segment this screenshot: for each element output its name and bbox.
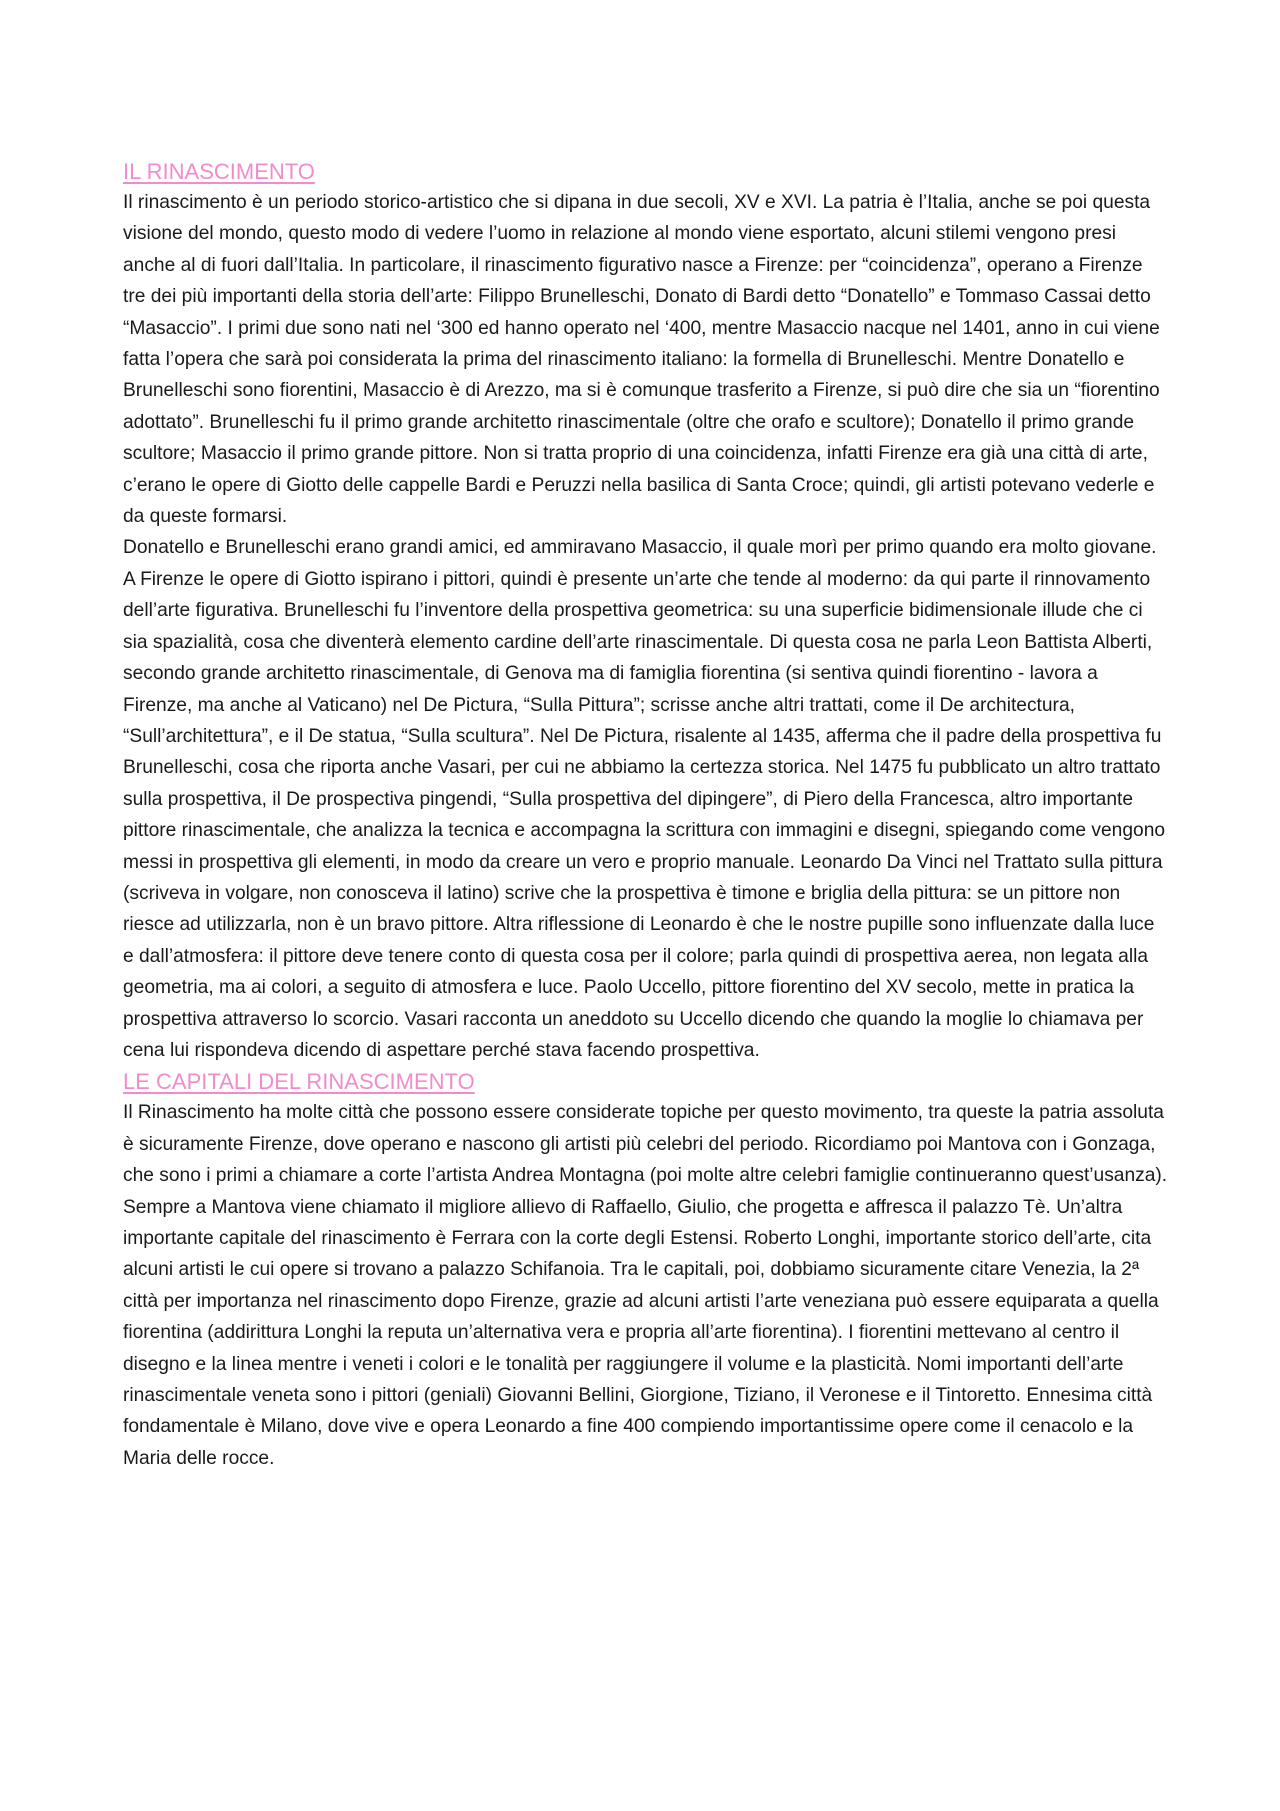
section-title-il-rinascimento: IL RINASCIMENTO xyxy=(123,159,315,184)
paragraph: Il rinascimento è un periodo storico-artistico che si dipana in due secoli, XV e XVI. La patria è l’Italia, anche se poi questa visione del mondo, questo modo di vedere l’uomo in relazione al mondo viene esportato, alcuni stilemi vengono presi anche al di fuori dall’Italia. In particolare, il rinascimento figurativo nasce a Firenze: per “coincidenza”, operano a Firenze tre dei più importanti della storia dell’arte: Filippo Brunelleschi, Donato di Bardi detto “Donatello” e Tommaso Cassai detto “Masaccio”. I primi due sono nati nel ‘300 ed hanno operato nel ‘400, mentre Masaccio nacque nel 1401, anno in cui viene fatta l’opera che sarà poi considerata la prima del rinascimento italiano: la formella di Brunelleschi. Mentre Donatello e Brunelleschi sono fiorentini, Masaccio è di Arezzo, ma si è comunque trasferito a Firenze, si può dire che sia un “fiorentino adottato”. Brunelleschi fu il primo grande architetto rinascimentale (oltre che orafo e scultore); Donatello il primo grande scultore; Masaccio il primo grande pittore. Non si tratta proprio di una coincidenza, infatti Firenze era già una città di arte, c’erano le opere di Giotto delle cappelle Bardi e Peruzzi nella basilica di Santa Croce; quindi, gli artisti potevano vederle e da queste formarsi. xyxy=(123,192,1160,528)
paragraph: Donatello e Brunelleschi erano grandi amici, ed ammiravano Masaccio, il quale morì per primo quando era molto giovane. A Firenze le opere di Giotto ispirano i pittori, quindi è presente un’arte che tende al moderno: da qui parte il rinnovamento dell’arte figurativa. Brunelleschi fu l’inventore della prospettiva geometrica: su una superficie bidimensionale illude che ci sia spazialità, cosa che diventerà elemento cardine dell’arte rinascimentale. Di questa cosa ne parla Leon Battista Alberti, secondo grande architetto rinascimentale, di Genova ma di famiglia fiorentina (si sentiva quindi fiorentino - lavora a Firenze, ma anche al Vaticano) nel De Pictura, “Sulla Pittura”; scrisse anche altri trattati, come il De architectura, “Sull’architettura”, e il De statua, “Sulla scultura”. Nel De Pictura, risalente al 1435, afferma che il padre della prospettiva fu Brunelleschi, cosa che riporta anche Vasari, per cui ne abbiamo la certezza storica. Nel 1475 fu pubblicato un altro trattato sulla prospettiva, il De prospectiva pingendi, “Sulla prospettiva del dipingere”, di Piero della Francesca, altro importante pittore rinascimentale, che analizza la tecnica e accompagna la scrittura con immagini e disegni, spiegando come vengono messi in prospettiva gli elementi, in modo da creare un vero e proprio manuale. Leonardo Da Vinci nel Trattato sulla pittura (scriveva in volgare, non conosceva il latino) scrive che la prospettiva è timone e briglia della pittura: se un pittore non riesce ad utilizzarla, non è un bravo pittore. Altra riflessione di Leonardo è che le nostre pupille sono influenzate dalla luce e dall’atmosfera: il pittore deve tenere conto di questa cosa per il colore; parla quindi di prospettiva aerea, non legata alla geometria, ma ai colori, a seguito di atmosfera e luce. Paolo Uccello, pittore fiorentino del XV secolo, mette in pratica la prospettiva attraverso lo scorcio. Vasari racconta un aneddoto su Uccello dicendo che quando la moglie lo chiamava per cena lui rispondeva dicendo di aspettare perché stava facendo prospettiva. xyxy=(123,537,1166,1061)
document-page xyxy=(123,156,1169,1474)
section-title-le-capitali: LE CAPITALI DEL RINASCIMENTO xyxy=(123,1069,475,1095)
paragraph: Il Rinascimento ha molte città che possono essere considerate topiche per questo movimento, tra queste la patria assoluta è sicuramente Firenze, dove operano e nascono gli artisti più celebri del periodo. Ricordiamo poi Mantova con i Gonzaga, che sono i primi a chiamare a corte l’artista Andrea Montagna (poi molte altre celebri famiglie continueranno quest’usanza). Sempre a Mantova viene chiamato il migliore allievo di Raffaello, Giulio, che progetta e affresca il palazzo Tè. Un’altra importante capitale del rinascimento è Ferrara con la corte degli Estensi. Roberto Longhi, importante storico dell’arte, cita alcuni artisti le cui opere si trovano a palazzo Schifanoia. Tra le capitali, poi, dobbiamo sicuramente citare Venezia, la 2ª città per importanza nel rinascimento dopo Firenze, grazie ad alcuni artisti l’arte veneziana può essere equiparata a quella fiorentina (addirittura Longhi la reputa un’alternativa vera e propria all’arte fiorentina). I fiorentini mettevano al centro il disegno e la linea mentre i veneti i colori e le tonalità per raggiungere il volume e la plasticità. Nomi importanti dell’arte rinascimentale veneta sono i pittori (geniali) Giovanni Bellini, Giorgione, Tiziano, il Veronese e il Tintoretto. Ennesima città fondamentale è Milano, dove vive e opera Leonardo a fine 400 compiendo importantissime opere come il cenacolo e la Maria delle rocce. xyxy=(123,1102,1168,1469)
